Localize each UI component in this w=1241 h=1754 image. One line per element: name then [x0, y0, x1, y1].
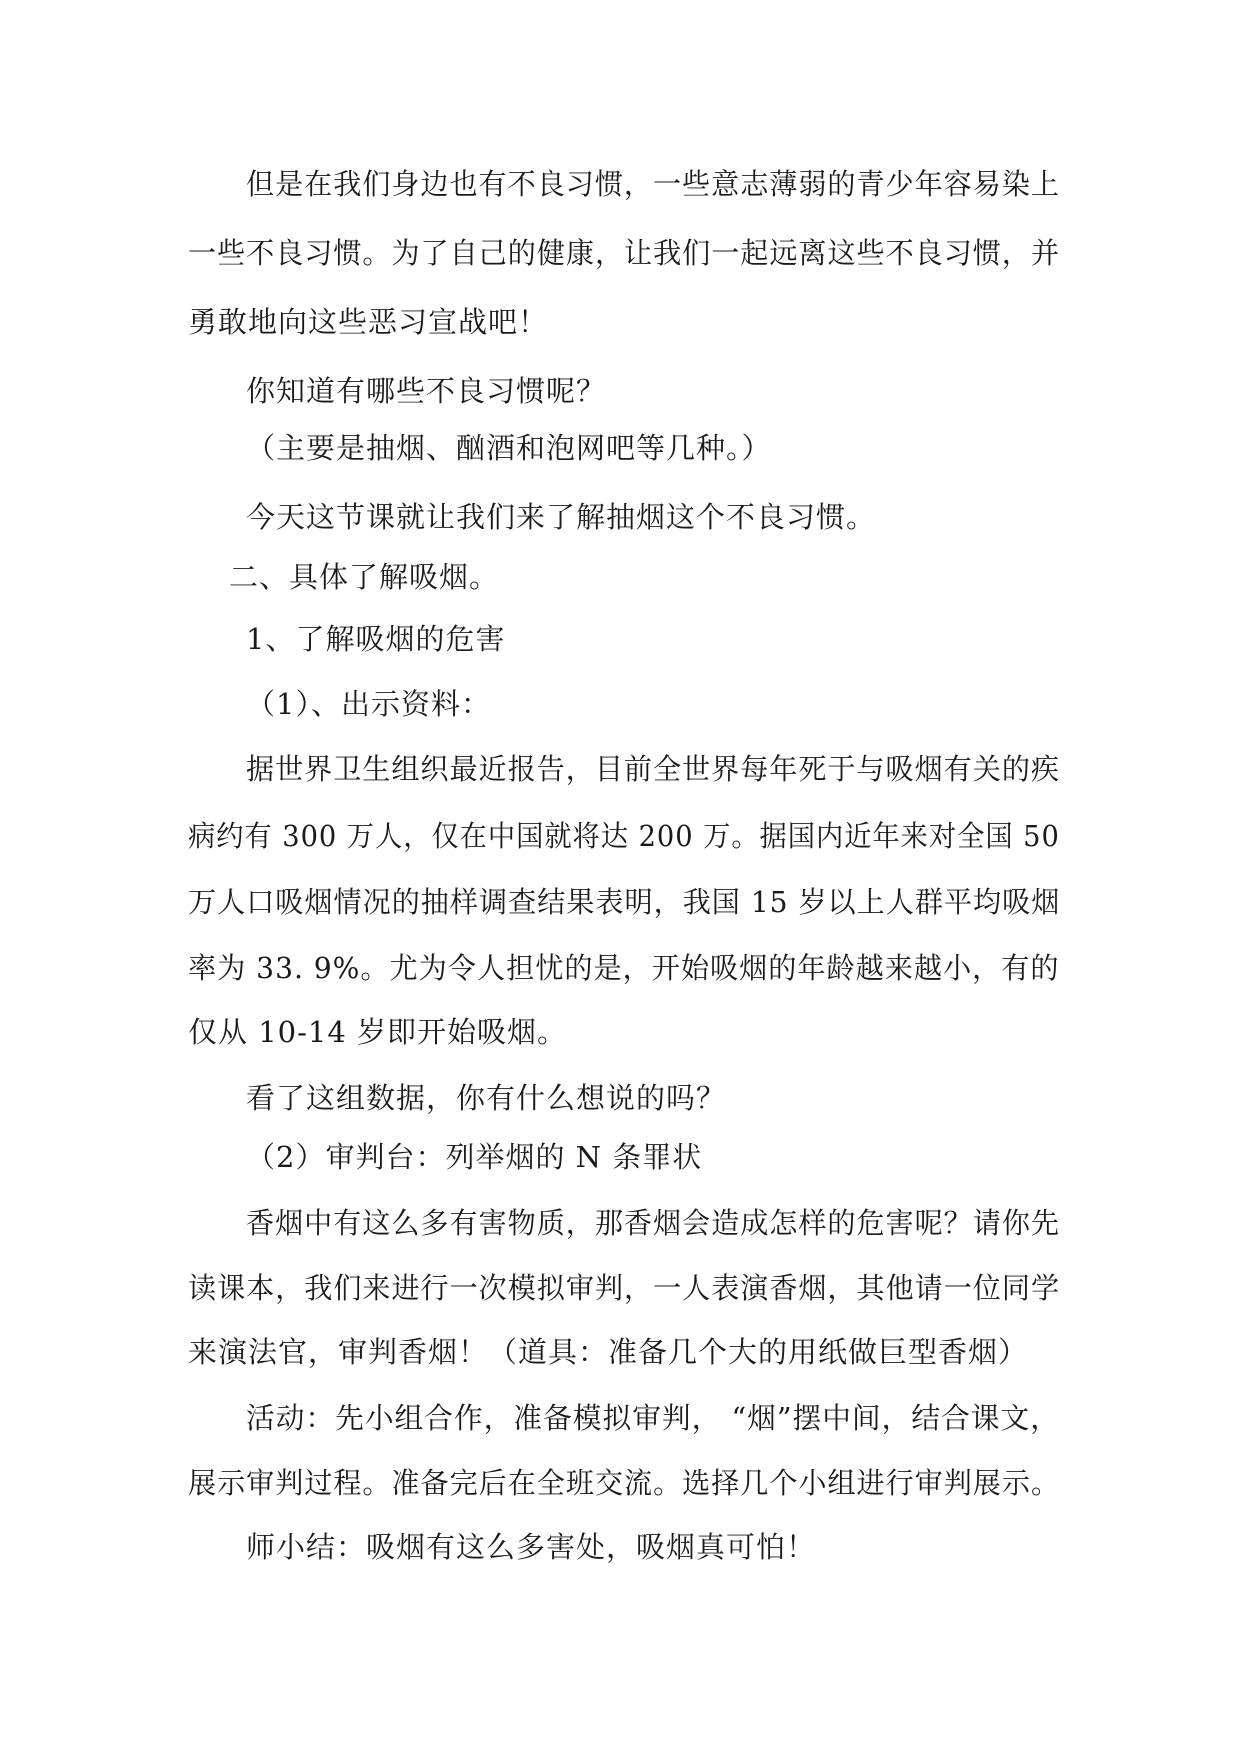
text-line: 师小结：吸烟有这么多害处，吸烟真可怕！	[246, 1530, 817, 1564]
text-line: 今天这节课就让我们来了解抽烟这个不良习惯。	[246, 500, 877, 534]
subsection-heading: 1、了解吸烟的危害	[246, 622, 506, 656]
text-line: 看了这组数据，你有什么想说的吗？	[246, 1081, 727, 1115]
text-line: （主要是抽烟、酗酒和泡网吧等几种。）	[246, 431, 772, 465]
text-line: 活动：先小组合作，准备模拟审判， “烟”摆中间，结合课文，	[246, 1401, 1060, 1435]
text-line: 勇敢地向这些恶习宣战吧！	[188, 305, 549, 339]
text-line: 香烟中有这么多有害物质，那香烟会造成怎样的危害呢？请你先	[246, 1206, 1060, 1240]
text-line: 万人口吸烟情况的抽样调查结果表明，我国 15 岁以上人群平均吸烟	[188, 885, 1061, 919]
text-line: 来演法官，审判香烟！（道具：准备几个大的用纸做巨型香烟）	[188, 1335, 1029, 1369]
text-line: 一些不良习惯。为了自己的健康，让我们一起远离这些不良习惯，并	[188, 236, 1061, 270]
text-line: 病约有 300 万人，仅在中国就将达 200 万。据国内近年来对全国 50	[188, 819, 1060, 853]
text-line: 率为 33. 9%。尤为令人担忧的是，开始吸烟的年龄越来越小，有的	[188, 951, 1060, 985]
text-line: 展示审判过程。准备完后在全班交流。选择几个小组进行审判展示。	[188, 1466, 1061, 1500]
text-line: 读课本，我们来进行一次模拟审判，一人表演香烟，其他请一位同学	[188, 1271, 1061, 1305]
text-line: 你知道有哪些不良习惯呢？	[246, 374, 607, 408]
text-line: 据世界卫生组织最近报告，目前全世界每年死于与吸烟有关的疾	[246, 752, 1060, 786]
text-line: 仅从 10-14 岁即开始吸烟。	[188, 1015, 568, 1049]
section-heading: 二、具体了解吸烟。	[229, 560, 500, 594]
subsection-heading: （1）、出示资料：	[246, 687, 491, 721]
text-line: 但是在我们身边也有不良习惯，一些意志薄弱的青少年容易染上	[246, 167, 1060, 201]
subsection-heading: （2）审判台：列举烟的 N 条罪状	[246, 1140, 703, 1174]
